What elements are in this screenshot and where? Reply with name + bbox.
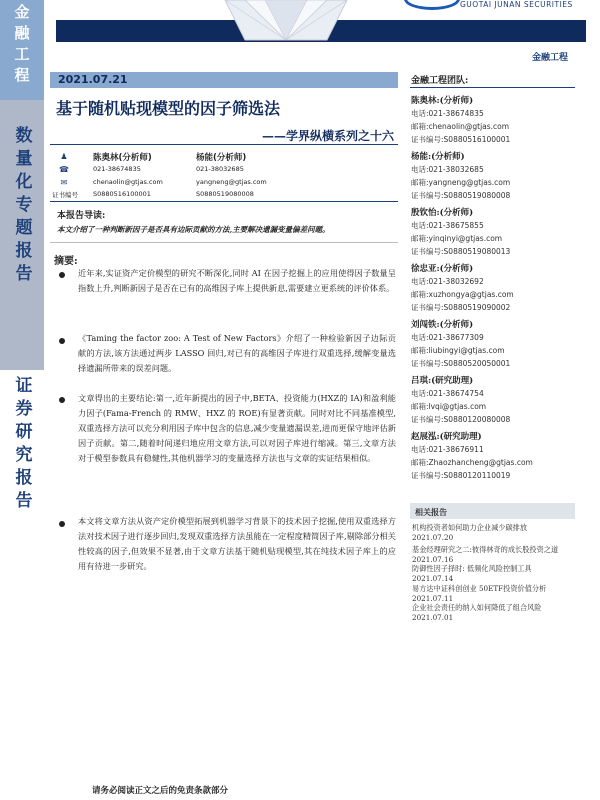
related-report-title[interactable]: 基金经理研究之二:彼得林奇的成长股投资之道 — [412, 545, 559, 554]
related-report-title[interactable]: 防御性因子择时: 低频化风险控制工具 — [412, 564, 532, 573]
team-member-email[interactable] — [411, 345, 505, 356]
gem-graphic-icon — [215, 0, 357, 48]
team-member-email[interactable] — [411, 289, 514, 300]
team-member-phone — [411, 444, 484, 455]
team-member-phone-label: 电话: — [411, 277, 429, 286]
team-member-email-label: 邮箱: — [411, 346, 429, 355]
team-member-phone — [411, 332, 484, 343]
team-member-name: 杨能:(分析师) — [411, 152, 465, 162]
strip-report-type-label: 数量化专题报告 — [11, 126, 32, 287]
team-member-cert-value: S0880519090002 — [443, 303, 511, 312]
team-member-cert-label: 证书编号: — [411, 191, 444, 200]
bullet-icon — [59, 521, 65, 527]
team-member-email-value[interactable]: liubingyi@gtjas.com — [428, 346, 505, 355]
team-member-name: 赵展泓:(研究助理) — [411, 432, 482, 442]
person-icon: ♟ — [60, 151, 68, 161]
phone-icon: ☎ — [59, 164, 69, 174]
strip-research — [0, 370, 44, 800]
team-member-phone — [411, 164, 484, 175]
team-member-email-value[interactable]: yangneng@gtjas.com — [428, 178, 511, 187]
team-member-email-value[interactable]: xuzhongya@gtjas.com — [428, 290, 514, 299]
team-member-email-value[interactable]: lvqi@gtjas.com — [428, 402, 487, 411]
guide-label: 本报告导读: — [57, 211, 106, 221]
abstract-paragraph: 《Taming the factor zoo: A Test of New Factors》介绍了一种检验新因子边际贡献的方法,该方法通过两步 LASSO 回归,对已有的高维因子库进行双重选择,缓解变量选择遗漏所带来的误差问题。 — [78, 333, 396, 373]
team-member-phone-value: 021-38675855 — [428, 221, 484, 230]
strip-report-type — [0, 100, 44, 370]
divider — [50, 144, 398, 145]
team-member-phone-label: 电话: — [411, 333, 429, 342]
section-tag: 金融工程 — [531, 53, 568, 63]
bullet-icon — [59, 338, 65, 344]
team-member-phone-label: 电话: — [411, 109, 429, 118]
team-member-phone — [411, 276, 484, 287]
team-member-phone-value: 021-38674835 — [428, 109, 484, 118]
related-report-date: 2021.07.16 — [412, 555, 454, 564]
team-member-name: 吕琪:(研究助理) — [411, 376, 474, 386]
report-title: 基于随机贴现模型的因子筛选法 — [56, 99, 281, 118]
team-member-email-label: 邮箱: — [411, 122, 429, 131]
abstract-paragraph: 文章得出的主要结论:第一,近年新提出的因子中,BETA、投资能力(HXZ的 IA)和盈利能力因子(Fama-French 的 RMW、HXZ 的 ROE)有显著贡献。同时对比不同基准模型,双重选择方法可以充分利用因子库中包含的信息,减少变量遗漏误差,进而更保守地评估新因子贡献。第二,随着时间递归地应用文章方法,可以对因子库进行缩减。第三,文章方法对于模型参数具有稳健性,其他机器学习的变量选择方法也与文章的实证结果相似。 — [78, 393, 396, 463]
team-member-cert — [411, 246, 510, 257]
analyst-phone: 021-38032685 — [196, 165, 244, 173]
team-member-phone-value: 021-38677309 — [428, 333, 484, 342]
team-member-cert — [411, 358, 510, 369]
team-member-cert-value: S0880516100001 — [443, 135, 511, 144]
strip-category-label: 金融工程 — [12, 4, 31, 88]
team-member-name: 殷钦怡:(分析师) — [411, 208, 474, 218]
divider — [410, 87, 575, 88]
related-report-title[interactable]: 企业社会责任的纳入如何降低了组合风险 — [412, 603, 542, 612]
team-member-phone — [411, 220, 484, 231]
team-member-email[interactable] — [411, 401, 486, 412]
team-member-email[interactable] — [411, 177, 510, 188]
team-member-phone — [411, 388, 484, 399]
team-member-cert-value: S0880519080008 — [443, 191, 511, 200]
left-strip — [0, 0, 44, 800]
team-member-phone-value: 021-38674754 — [428, 389, 484, 398]
team-member-cert-label: 证书编号: — [411, 415, 444, 424]
analyst-cert: S0880519080008 — [196, 190, 254, 198]
related-label: 相关报告 — [415, 508, 447, 517]
team-member-email-value[interactable]: yinqinyi@gtjas.com — [428, 234, 503, 243]
strip-research-label: 证券研究报告 — [11, 376, 32, 514]
team-heading: 金融工程团队: — [411, 76, 469, 86]
analyst-cert: S0880516100001 — [93, 190, 151, 198]
team-member-email[interactable] — [411, 121, 509, 132]
team-member-cert-label: 证书编号: — [411, 303, 444, 312]
team-member-cert-value: S0880520050001 — [443, 359, 511, 368]
related-report-title[interactable]: 易方达中证科创创业 50ETF投资价值分析 — [412, 584, 547, 593]
report-date: 2021.07.21 — [58, 73, 128, 86]
team-member-phone-value: 021-38676911 — [428, 445, 484, 454]
abstract-paragraph: 本文将文章方法从资产定价模型拓展到机器学习背景下的技术因子挖掘,使用双重选择方法对技术因子进行逐步回归,发现双重选择方法虽能在一定程度精简因子库,剔除部分相关性较高的因子,但效果不显著,由于文章方法基于随机贴现模型,其在纯技术因子库上的应用有待进一步研究。 — [78, 516, 396, 571]
team-member-phone-value: 021-38032685 — [428, 165, 484, 174]
team-member-cert-value: S0880120110019 — [443, 471, 511, 480]
analyst-email[interactable]: chenaolin@gtjas.com — [93, 178, 163, 186]
analyst-name: 陈奥林(分析师) — [93, 153, 152, 163]
related-report-date: 2021.07.11 — [412, 594, 454, 603]
team-member-email[interactable] — [411, 457, 533, 468]
bullet-icon — [59, 272, 65, 278]
related-report-item[interactable] — [412, 545, 572, 565]
team-member-cert-value: S0880519080013 — [443, 247, 511, 256]
analyst-email[interactable]: yangneng@gtjas.com — [196, 178, 267, 186]
team-member-cert — [411, 302, 510, 313]
analyst-phone: 021-38674835 — [93, 165, 141, 173]
related-report-item[interactable] — [412, 603, 572, 623]
divider — [50, 201, 398, 202]
team-member-phone-label: 电话: — [411, 221, 429, 230]
report-subtitle: ——学界纵横系列之十六 — [261, 129, 394, 143]
bullet-icon — [59, 397, 65, 403]
team-member-name: 刘闯铁:(分析师) — [411, 320, 474, 330]
team-member-cert-label: 证书编号: — [411, 359, 444, 368]
team-member-cert-label: 证书编号: — [411, 135, 444, 144]
analyst-name: 杨能(分析师) — [196, 153, 247, 163]
team-member-phone — [411, 108, 484, 119]
divider — [50, 242, 398, 243]
strip-category — [0, 0, 44, 100]
cert-label: 证书编号 — [52, 191, 78, 199]
logo-swoosh-icon — [404, 0, 460, 10]
team-member-phone-label: 电话: — [411, 445, 429, 454]
footer-disclaimer: 请务必阅读正文之后的免责条款部分 — [92, 786, 229, 796]
team-member-cert — [411, 134, 510, 145]
team-member-email-label: 邮箱: — [411, 234, 429, 243]
team-member-email-value[interactable]: Zhaozhancheng@gtjas.com — [428, 458, 533, 467]
logo-text: GUOTAI JUNAN SECURITIES — [460, 0, 573, 9]
team-member-phone-value: 021-38032692 — [428, 277, 484, 286]
team-member-email[interactable] — [411, 233, 502, 244]
team-member-name: 徐忠亚:(分析师) — [411, 264, 474, 274]
company-logo — [404, 0, 600, 12]
team-member-email-label: 邮箱: — [411, 402, 429, 411]
email-icon: ✉ — [60, 177, 68, 187]
team-member-cert-label: 证书编号: — [411, 471, 444, 480]
related-report-item[interactable] — [412, 523, 572, 543]
team-member-cert-label: 证书编号: — [411, 247, 444, 256]
related-report-date: 2021.07.20 — [412, 533, 454, 542]
related-report-item[interactable] — [412, 564, 572, 584]
team-member-cert-value: S0880120080008 — [443, 415, 511, 424]
team-member-email-label: 邮箱: — [411, 458, 429, 467]
team-member-cert — [411, 470, 510, 481]
abstract-paragraph: 近年来,实证资产定价模型的研究不断深化,同时 AI 在因子挖掘上的应用使得因子数量呈指数上升,判断新因子是否在已有的高维因子库上提供新息,需要建立更系统的评价体系。 — [78, 268, 396, 293]
abstract-label: 摘要: — [54, 256, 78, 267]
date-bar — [50, 72, 398, 88]
guide-text: 本文介绍了一种判断新因子是否具有边际贡献的方法,主要解决遗漏变量偏差问题。 — [57, 225, 330, 234]
team-member-phone-label: 电话: — [411, 165, 429, 174]
team-member-name: 陈奥林:(分析师) — [411, 96, 474, 106]
team-member-cert — [411, 414, 510, 425]
related-report-item[interactable] — [412, 584, 572, 604]
team-member-email-value[interactable]: chenaolin@gtjas.com — [428, 122, 510, 131]
team-member-cert — [411, 190, 510, 201]
team-member-email-label: 邮箱: — [411, 178, 429, 187]
team-member-phone-label: 电话: — [411, 389, 429, 398]
related-report-date: 2021.07.14 — [412, 574, 454, 583]
related-report-date: 2021.07.01 — [412, 613, 454, 622]
team-member-email-label: 邮箱: — [411, 290, 429, 299]
related-report-title[interactable]: 机构投资者如何助力企业减少碳排放 — [412, 523, 528, 532]
